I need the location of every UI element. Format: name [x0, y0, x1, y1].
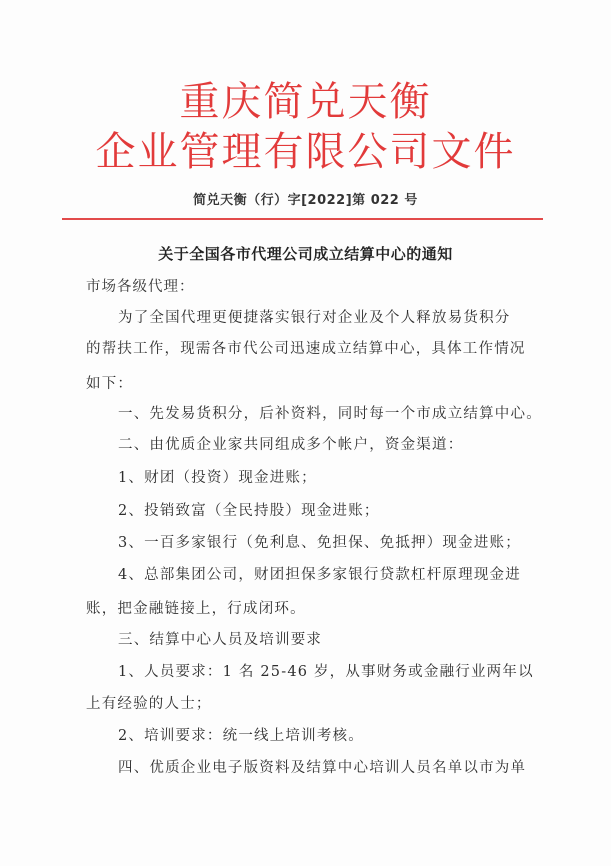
body-line: 2、投销致富（全民持股）现金进账；	[118, 503, 380, 519]
body-line: 如下：	[86, 376, 134, 392]
body-line: 3、一百多家银行（免利息、免担保、免抵押）现金进账；	[118, 535, 521, 551]
body-line: 一、先发易货积分，后补资料，同时每一个市成立结算中心。	[118, 406, 542, 422]
notice-title: 关于全国各市代理公司成立结算中心的通知	[158, 245, 453, 263]
body-line: 2、培训要求：统一线上培训考核。	[118, 728, 364, 744]
document-number: 简兑天衡（行）字[2022]第 022 号	[193, 193, 418, 208]
red-divider	[62, 218, 543, 220]
salutation: 市场各级代理：	[86, 279, 195, 295]
body-line: 1、人员要求：1 名 25-46 岁，从事财务或金融行业两年以	[118, 664, 534, 680]
org-name-line2: 企业管理有限公司文件	[95, 129, 516, 175]
body-line: 的帮扶工作，现需各市代公司迅速成立结算中心，具体工作情况	[86, 341, 526, 357]
body-line: 四、优质企业电子版资料及结算中心培训人员名单以市为单	[118, 760, 527, 776]
body-line: 为了全国代理更便捷落实银行对企业及个人释放易货积分	[118, 310, 511, 326]
org-name-line1: 重庆简兑天衡	[179, 79, 432, 125]
body-line: 1、财团（投资）现金进账；	[118, 470, 317, 486]
body-line: 三、结算中心人员及培训要求	[118, 632, 323, 648]
body-line: 4、总部集团公司，财团担保多家银行贷款杠杆原理现金进	[118, 567, 521, 583]
body-line: 上有经验的人士；	[86, 696, 212, 712]
body-line: 账，把金融链接上，行成闭环。	[86, 601, 306, 617]
body-line: 二、由优质企业家共同组成多个帐户，资金渠道：	[118, 437, 464, 453]
